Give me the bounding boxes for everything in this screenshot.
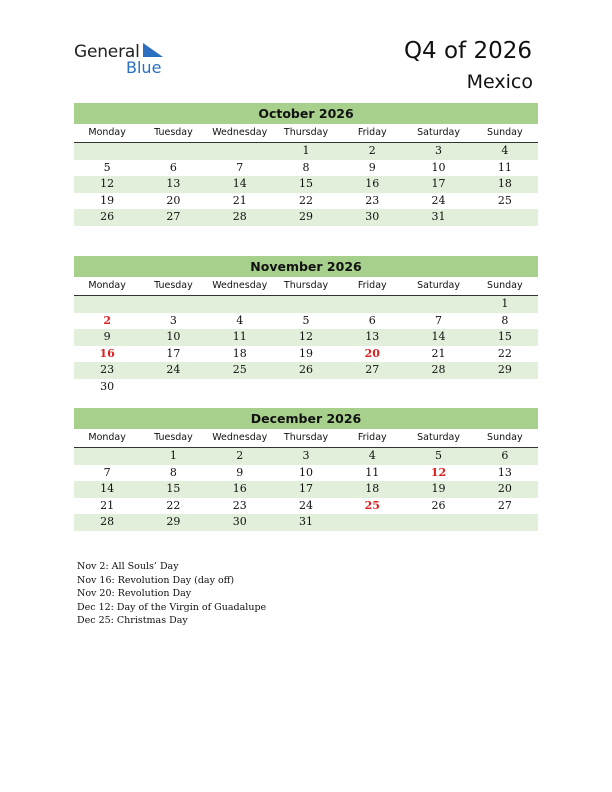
day-cell: 25 <box>232 363 247 376</box>
day-cell: 17 <box>298 482 313 495</box>
week-row <box>74 160 538 177</box>
week-row <box>74 329 538 346</box>
weekday-label: Saturday <box>417 432 460 443</box>
day-cell: 1 <box>501 297 509 310</box>
day-cell: 21 <box>431 346 446 360</box>
month-november <box>74 256 538 395</box>
day-cell: 11 <box>232 330 247 343</box>
holiday-note: Nov 20: Revolution Day <box>77 588 192 600</box>
holiday-day-cell: 16 <box>99 346 115 360</box>
day-cell: 22 <box>166 498 181 512</box>
day-cell: 19 <box>100 193 115 207</box>
day-cell: 22 <box>298 193 313 207</box>
day-cell <box>273 296 339 313</box>
day-cell: 20 <box>497 482 512 495</box>
week-row <box>74 346 538 363</box>
day-cell: 9 <box>236 465 244 479</box>
week-row <box>74 143 538 160</box>
day-cell: 10 <box>298 465 313 479</box>
day-cell <box>207 143 273 160</box>
week-row <box>74 514 538 531</box>
weekday-label: Tuesday <box>154 280 193 291</box>
day-cell <box>405 296 471 313</box>
weekday-label: Wednesday <box>212 127 268 138</box>
day-cell: 18 <box>497 177 512 190</box>
weekday-label: Thursday <box>283 432 329 443</box>
day-cell <box>472 209 538 226</box>
day-cell: 10 <box>431 160 446 174</box>
month-header: December 2026 <box>74 408 538 429</box>
day-cell: 1 <box>302 144 310 157</box>
weekday-label: Monday <box>88 280 126 291</box>
weekday-label: Tuesday <box>154 127 193 138</box>
day-cell: 13 <box>497 465 512 479</box>
brand-word-blue: Blue <box>126 58 162 77</box>
day-cell: 20 <box>166 193 181 207</box>
day-cell: 29 <box>166 515 181 528</box>
day-cell <box>207 379 273 396</box>
day-cell: 15 <box>497 330 512 343</box>
day-cell: 9 <box>103 330 111 343</box>
day-cell: 2 <box>368 144 376 157</box>
day-cell: 28 <box>100 515 115 528</box>
day-cell <box>339 296 405 313</box>
day-cell: 18 <box>365 482 380 495</box>
week-row <box>74 379 538 396</box>
weeks <box>74 143 538 226</box>
day-cell: 8 <box>501 313 509 327</box>
day-cell: 25 <box>497 193 512 207</box>
brand-word-general: General <box>74 42 140 62</box>
day-cell: 5 <box>103 160 111 174</box>
holiday-day-cell: 12 <box>430 465 447 479</box>
day-cell <box>339 379 405 396</box>
day-cell: 23 <box>232 498 247 512</box>
day-cell <box>339 514 405 531</box>
weekday-label: Sunday <box>487 280 523 291</box>
day-cell: 10 <box>166 330 181 343</box>
weekday-label: Saturday <box>417 127 460 138</box>
day-cell: 24 <box>431 193 446 207</box>
day-cell <box>273 379 339 396</box>
day-cell: 8 <box>302 160 310 174</box>
holiday-notes <box>77 560 266 628</box>
weekday-label: Saturday <box>417 280 460 291</box>
day-cell: 5 <box>435 449 443 462</box>
day-cell <box>140 379 206 396</box>
day-cell <box>140 143 206 160</box>
holiday-note: Dec 12: Day of the Virgin of Guadalupe <box>77 601 267 613</box>
day-cell <box>74 448 140 465</box>
page-title: Q4 of 2026 <box>403 38 532 64</box>
day-cell: 4 <box>368 449 376 462</box>
day-cell: 3 <box>302 449 310 462</box>
holiday-note: Nov 2: All Souls’ Day <box>77 561 179 572</box>
week-row <box>74 481 538 498</box>
weekday-label: Monday <box>88 127 126 138</box>
week-row <box>74 362 538 379</box>
day-cell: 6 <box>169 160 177 174</box>
week-row <box>74 465 538 482</box>
day-cell <box>405 514 471 531</box>
holiday-note: Dec 25: Christmas Day <box>77 615 188 627</box>
day-cell: 23 <box>365 193 380 207</box>
week-row <box>74 209 538 226</box>
weekday-label: Friday <box>357 432 387 443</box>
day-cell <box>472 514 538 531</box>
week-row <box>74 176 538 193</box>
weekday-label: Monday <box>88 432 126 443</box>
day-cell: 26 <box>100 210 115 223</box>
day-cell: 21 <box>100 498 115 512</box>
holiday-day-cell: 25 <box>364 498 380 512</box>
week-row <box>74 448 538 465</box>
day-cell: 17 <box>166 346 181 360</box>
day-cell: 4 <box>501 144 509 157</box>
day-cell: 13 <box>166 177 181 190</box>
logo-flag-icon <box>141 43 163 57</box>
weekday-label: Sunday <box>487 127 523 138</box>
brand-logo <box>74 42 184 78</box>
day-cell: 9 <box>368 160 376 174</box>
day-cell: 30 <box>100 379 115 393</box>
day-cell: 7 <box>103 465 111 479</box>
day-cell: 28 <box>431 363 446 376</box>
holiday-note: Nov 16: Revolution Day (day off) <box>77 574 235 586</box>
day-cell <box>140 296 206 313</box>
day-cell: 28 <box>232 210 247 223</box>
weekday-header-row <box>74 429 538 448</box>
day-cell: 16 <box>365 177 380 190</box>
day-cell <box>405 379 471 396</box>
week-row <box>74 296 538 313</box>
day-cell: 26 <box>431 498 446 512</box>
day-cell: 3 <box>169 313 177 327</box>
day-cell: 29 <box>497 363 512 376</box>
day-cell: 26 <box>298 363 313 376</box>
month-header: November 2026 <box>74 256 538 277</box>
day-cell: 27 <box>166 210 181 223</box>
day-cell: 19 <box>298 346 313 360</box>
day-cell: 4 <box>236 313 244 327</box>
day-cell: 15 <box>166 482 181 495</box>
day-cell: 14 <box>100 482 115 495</box>
weekday-header-row <box>74 124 538 143</box>
day-cell: 23 <box>100 363 115 376</box>
day-cell: 21 <box>232 193 247 207</box>
day-cell: 11 <box>365 465 380 479</box>
week-row <box>74 313 538 330</box>
weekday-label: Thursday <box>283 280 329 291</box>
week-row <box>74 498 538 515</box>
weekday-label: Wednesday <box>212 432 268 443</box>
day-cell: 3 <box>435 144 443 157</box>
day-cell <box>207 296 273 313</box>
day-cell: 7 <box>435 313 443 327</box>
day-cell: 24 <box>166 363 181 376</box>
day-cell: 19 <box>431 482 446 495</box>
day-cell: 6 <box>501 449 509 462</box>
weekday-label: Sunday <box>487 432 523 443</box>
weekday-label: Tuesday <box>154 432 193 443</box>
holiday-day-cell: 2 <box>103 313 111 327</box>
month-october <box>74 103 538 226</box>
day-cell: 7 <box>236 160 244 174</box>
day-cell: 30 <box>232 515 247 528</box>
day-cell: 14 <box>232 177 247 190</box>
day-cell: 17 <box>431 177 446 190</box>
day-cell: 31 <box>298 515 313 528</box>
day-cell <box>74 296 140 313</box>
country-name: Mexico <box>466 71 533 93</box>
day-cell: 27 <box>497 498 512 512</box>
day-cell: 29 <box>298 210 313 223</box>
day-cell: 18 <box>232 346 247 360</box>
day-cell: 13 <box>365 330 380 343</box>
month-header: October 2026 <box>74 103 538 124</box>
day-cell <box>74 143 140 160</box>
day-cell: 2 <box>236 449 244 462</box>
day-cell: 1 <box>169 449 177 462</box>
weekday-label: Wednesday <box>212 280 268 291</box>
weeks <box>74 448 538 531</box>
weekday-header-row <box>74 277 538 296</box>
day-cell: 8 <box>169 465 177 479</box>
day-cell: 30 <box>365 210 380 223</box>
day-cell: 6 <box>368 313 376 327</box>
day-cell: 31 <box>431 210 446 223</box>
week-row <box>74 193 538 210</box>
day-cell <box>472 379 538 396</box>
day-cell: 27 <box>365 363 380 376</box>
weekday-label: Friday <box>357 280 387 291</box>
weekday-label: Thursday <box>283 127 329 138</box>
day-cell: 14 <box>431 330 446 343</box>
weekday-label: Friday <box>357 127 387 138</box>
day-cell: 16 <box>232 482 247 495</box>
day-cell: 11 <box>497 160 512 174</box>
month-december <box>74 408 538 531</box>
day-cell: 12 <box>100 177 115 190</box>
holiday-day-cell: 20 <box>364 346 380 360</box>
day-cell: 24 <box>298 498 313 512</box>
weeks <box>74 296 538 395</box>
day-cell: 22 <box>497 346 512 360</box>
day-cell: 5 <box>302 313 310 327</box>
day-cell: 15 <box>298 177 313 190</box>
day-cell: 12 <box>298 330 313 343</box>
